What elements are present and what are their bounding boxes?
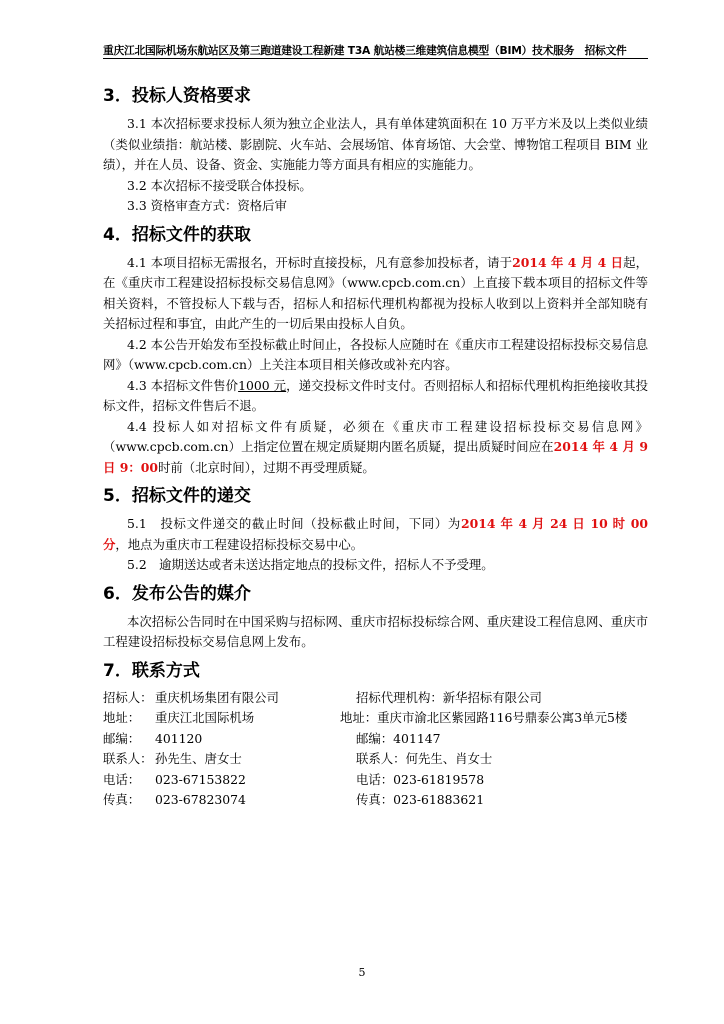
highlight-date: 2014 年 4 月 24 日 10 时 00 分 (103, 516, 648, 552)
text: 4.4 投标人如对招标文件有质疑，必须在《重庆市工程建设招标投标交易信息网》（www.cpcb.com.cn）上指定位置在规定质疑期内匿名质疑，提出质疑时间应在 (103, 418, 648, 454)
contact-row: 联系人：何先生、肖女士 (356, 751, 493, 766)
text: 5.1 投标文件递交的截止时间（投标截止时间，下同）为 (127, 516, 461, 531)
paragraph: 3.3 资格审查方式：资格后审 (127, 198, 287, 213)
contact-row: 招标人： 重庆机场集团有限公司 (103, 689, 279, 705)
paragraph (103, 253, 648, 335)
paragraph: 3.2 本次招标不接受联合体投标。 (127, 177, 312, 193)
section-heading: 4．招标文件的获取 (103, 224, 251, 245)
section-submit-documents (103, 484, 648, 582)
document-body (103, 84, 648, 807)
contact-table (103, 688, 648, 807)
text: 起，在《重庆市工程建设招标投标交易信息网》（www.cpcb.com.cn）上直接下载本项目的招标文件等相关资料，不管投标人下载与否，招标人和招标代理机构都视为投标人收到以上资料并全部知晓有关招标过程和事宜，由此产生的一切后果由投标人自负。 (103, 254, 648, 331)
text: 4.3 本招标文件售价 (127, 377, 239, 393)
contact-row: 地址： 重庆江北国际机场 (103, 710, 255, 725)
contact-row: 电话： 023-67153822 (103, 771, 246, 787)
text: 时前（北京时间），过期不再受理质疑。 (157, 459, 375, 475)
text: ，地点为重庆市工程建设招标投标交易中心。 (115, 536, 364, 552)
paragraph: 3.1 本次招标要求投标人须为独立企业法人，具有单体建筑面积在 10 万平方米及以上类似业绩（类似业绩指：航站楼、影剧院、火车站、会展场馆、体育场馆、大会堂、博物馆工程项目 BIM 业绩），并在人员、设备、资金、实施能力等方面具有相应的实施能力。 (103, 116, 648, 172)
paragraph: 5.2 逾期送达或者未送达指定地点的投标文件，招标人不予受理。 (127, 557, 494, 572)
contact-row: 邮编： 401120 (103, 730, 203, 746)
text: ，递交投标文件时支付。否则招标人和招标代理机构拒绝接收其投标文件，招标文件售后不退。 (103, 377, 648, 413)
paragraph: 4.2 本公告开始发布至投标截止时间止，各投标人应随时在《重庆市工程建设招标投标交易信息网》（www.cpcb.com.cn）上关注本项目相关修改或补充内容。 (103, 336, 648, 372)
section-heading: 3．投标人资格要求 (103, 86, 251, 106)
price: 1000 元 (238, 377, 287, 393)
contact-row: 联系人： 孙先生、唐女士 (103, 751, 242, 766)
page-number: 5 (358, 966, 366, 979)
section-contact (103, 659, 648, 807)
contact-row: 传真：023-61883621 (356, 792, 485, 807)
section-announcement-media (103, 582, 648, 659)
contact-row: 电话：023-61819578 (356, 771, 485, 787)
section-heading: 6．发布公告的媒介 (103, 583, 251, 604)
contact-row: 地址：重庆市渝北区紫园路116号鼎泰公寓3单元5楼 (340, 710, 628, 725)
paragraph (103, 417, 648, 479)
paragraph: 本次招标公告同时在中国采购与招标网、重庆市招标投标综合网、重庆建设工程信息网、重庆市工程建设招标投标交易信息网上发布。 (103, 613, 648, 649)
contact-row: 传真： 023-67823074 (103, 792, 246, 807)
section-heading: 5．招标文件的递交 (103, 486, 251, 506)
highlight-date: 2014 年 4 月 9 日 9：00 (103, 439, 648, 475)
document-header: 重庆江北国际机场东航站区及第三跑道建设工程新建 T3A 航站楼三维建筑信息模型（BIM）技术服务 招标文件 (103, 44, 627, 57)
paragraph (103, 376, 648, 417)
text: 4.1 本项目招标无需报名，开标时直接投标，凡有意参加投标者，请于 (127, 254, 513, 270)
section-bidder-qualification (103, 84, 648, 223)
contact-agency (340, 688, 628, 811)
section-obtain-documents (103, 223, 648, 485)
contact-row: 邮编：401147 (356, 730, 441, 746)
header-rule (103, 58, 648, 59)
contact-tenderer (103, 688, 279, 811)
section-heading: 7．联系方式 (103, 660, 200, 681)
paragraph (103, 514, 648, 555)
contact-row: 招标代理机构：新华招标有限公司 (356, 689, 542, 705)
highlight-date: 2014 年 4 月 4 日 (512, 254, 624, 270)
